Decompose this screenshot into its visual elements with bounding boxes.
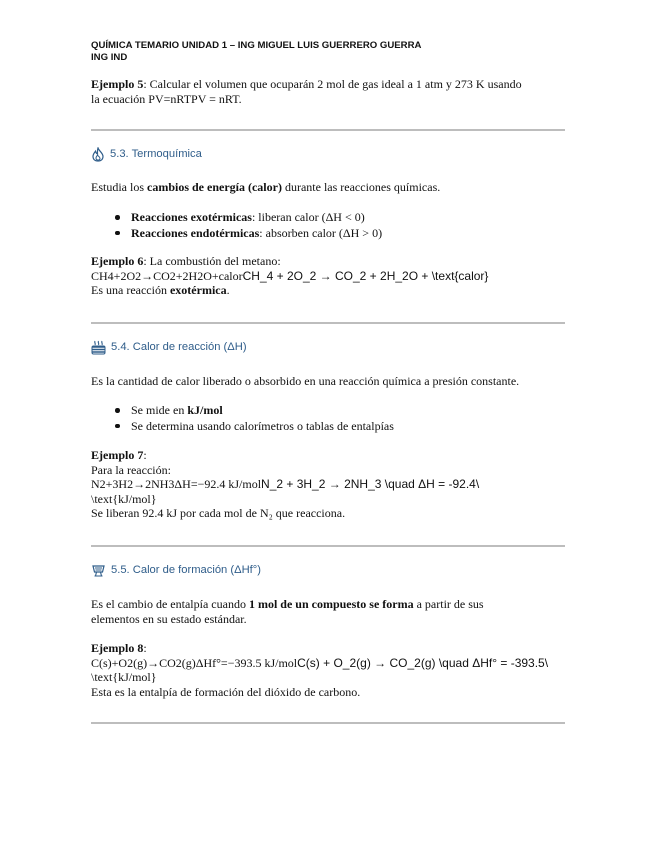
equation-latex: \text{kJ/mol}: [91, 491, 157, 506]
equation-text: N2+3H2→2NH3ΔH=−92.4 kJ/mol: [91, 477, 262, 491]
conclusion-text: Se liberan 92.4 kJ por cada mol de N₂ que reacciona.: [91, 506, 346, 520]
list-item: [91, 210, 571, 226]
section-title: 5.3. Termoquímica: [110, 148, 202, 160]
example-7: [91, 448, 571, 521]
flame-icon: [91, 147, 105, 162]
list-item-bold: kJ/mol: [187, 403, 223, 417]
example-7-text: :: [143, 448, 147, 462]
list-item: [91, 419, 571, 435]
header-subtitle: ING IND: [91, 52, 128, 63]
intro-text: a partir de sus: [413, 597, 484, 611]
equation-text: CH4+2O2→CO2+2H2O+calor: [91, 268, 243, 283]
example-5-text-line2: la ecuación PV=nRTPV = nRT.: [91, 91, 242, 106]
example-5-label: Ejemplo 5: [91, 77, 144, 91]
document-header: [91, 40, 421, 64]
intro-text: Es el cambio de entalpía cuando: [91, 597, 249, 611]
example-6: [91, 254, 571, 298]
intro-text: Estudia los: [91, 180, 147, 194]
equation: [91, 269, 571, 284]
equation-text: C(s)+O2(g)→CO2(g)ΔHf°=−393.5 kJ/mol: [91, 655, 298, 670]
section-divider: [91, 129, 565, 131]
section-title: 5.5. Calor de formación (ΔHf°): [111, 564, 261, 576]
equation-latex: \text{kJ/mol}: [91, 670, 157, 684]
example-8-text: :: [143, 641, 147, 655]
list-item-text: Se determina usando calorímetros o tablas de entalpías: [131, 418, 394, 433]
intro-emphasis: cambios de energía (calor): [147, 180, 282, 194]
equation-latex: CH_4 + 2O_2 → CO_2 + 2H_2O + \text{calor}: [242, 268, 489, 283]
section-heading-5-4: [91, 339, 247, 355]
bullet-list: [91, 403, 571, 434]
bullet-list: [91, 210, 571, 241]
list-item: [91, 403, 571, 419]
example-8-label: Ejemplo 8: [91, 641, 144, 655]
section-intro: Es la cantidad de calor liberado o absorbido en una reacción química a presión constante.: [91, 374, 520, 388]
equation-latex: N_2 + 3H_2 → 2NH_3 \quad ΔH = -92.4\: [261, 477, 480, 491]
formation-icon: [91, 563, 106, 578]
equation-latex: C(s) + O_2(g) → CO_2(g) \quad ΔHf° = -393.5\: [297, 655, 549, 670]
equation: [91, 656, 571, 671]
conclusion-text: .: [226, 283, 230, 297]
intro-emphasis: 1 mol de un compuesto se forma: [248, 597, 414, 611]
intro-text: durante las reacciones químicas.: [281, 180, 441, 194]
list-item-bold: Reacciones exotérmicas: [131, 210, 252, 224]
section-divider: [91, 545, 565, 547]
conclusion-emphasis: exotérmica: [169, 283, 227, 297]
list-item-text: : liberan calor (ΔH < 0): [251, 210, 365, 224]
example-5: [91, 77, 571, 106]
list-item-bold: Reacciones endotérmicas: [131, 225, 260, 240]
section-divider: [91, 722, 565, 724]
intro-text: elementos en su estado estándar.: [91, 611, 247, 626]
list-item-text: Se mide en: [131, 403, 188, 417]
conclusion-text: Es una reacción: [91, 283, 170, 297]
conclusion-text: Esta es la entalpía de formación del dióxido de carbono.: [91, 684, 361, 699]
heat-icon: [91, 340, 106, 355]
section-heading-5-3: [91, 146, 202, 162]
example-6-text: : La combustión del metano:: [143, 254, 281, 268]
example-8: [91, 641, 571, 699]
section-intro: [91, 597, 571, 626]
example-6-label: Ejemplo 6: [91, 254, 144, 268]
section-intro: [91, 180, 571, 195]
list-item: [91, 226, 571, 242]
example-7-text: Para la reacción:: [91, 462, 171, 477]
section-divider: [91, 322, 565, 324]
equation: [91, 477, 571, 492]
list-item-text: : absorben calor (ΔH > 0): [259, 225, 383, 240]
header-title: QUÍMICA TEMARIO UNIDAD 1 – ING MIGUEL LUIS GUERRERO GUERRA: [91, 40, 422, 51]
section-heading-5-5: [91, 562, 261, 578]
example-5-text: : Calcular el volumen que ocuparán 2 mol de gas ideal a 1 atm y 273 K usando: [143, 77, 522, 91]
section-title: 5.4. Calor de reacción (ΔH): [111, 341, 247, 353]
example-7-label: Ejemplo 7: [91, 448, 144, 462]
